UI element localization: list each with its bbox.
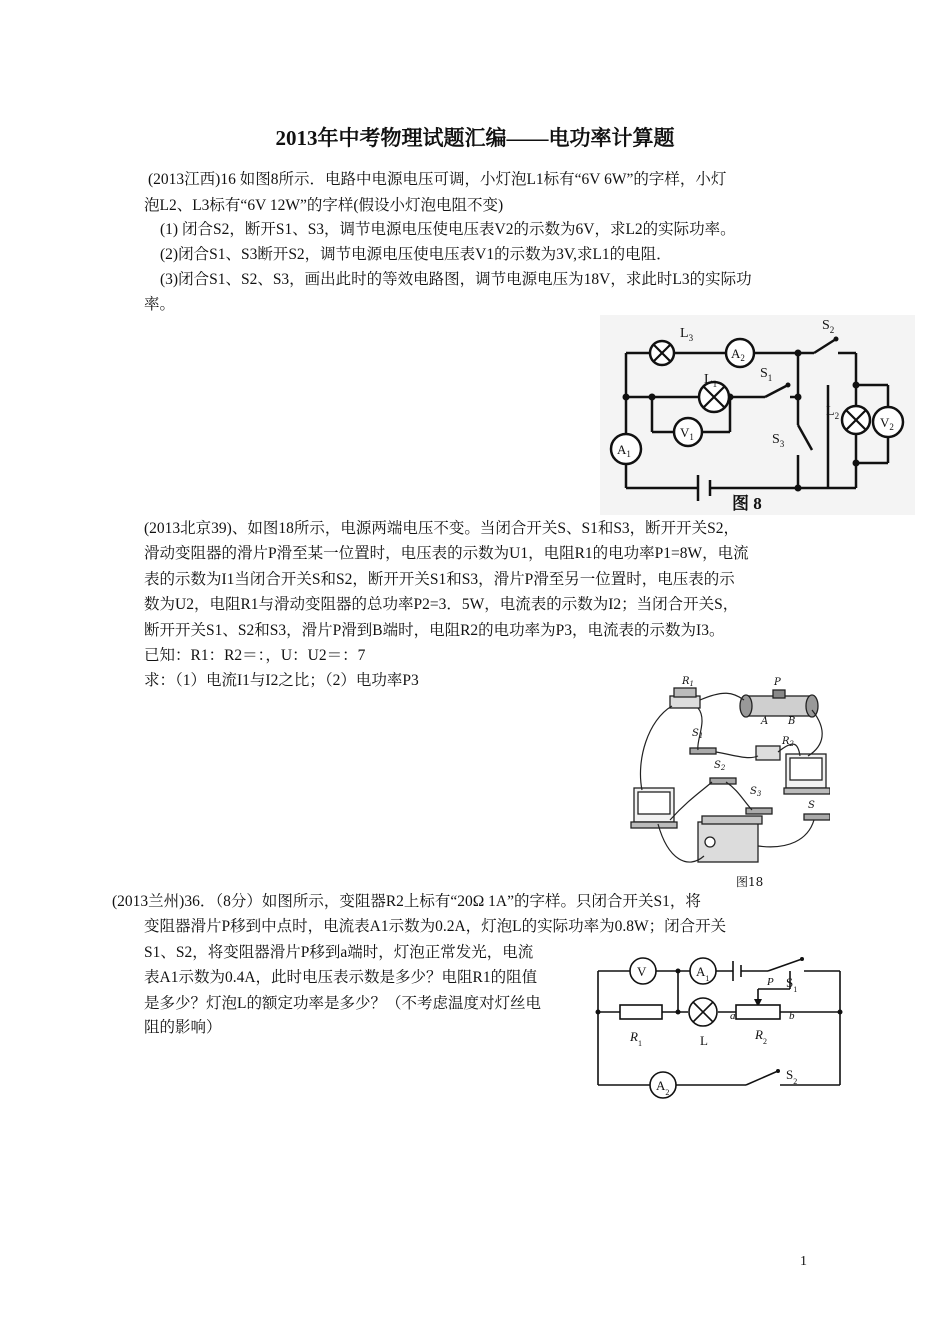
circuit-lanzhou	[590, 955, 850, 1113]
q2-line-1: (2013北京39)、如图18所示，电源两端电压不变。当闭合开关S、S1和S3，断开开关S2，	[144, 520, 740, 537]
q1-line-6: 率。	[144, 296, 176, 313]
svg-text:L1: $L_1$	[704, 372, 718, 389]
svg-text:A1: $A_1$	[617, 442, 631, 459]
svg-text:V: V	[637, 964, 647, 979]
svg-text:L2: $L_2$	[826, 404, 840, 421]
q3-line-6: 阻的影响）	[144, 1019, 222, 1036]
q3-line-3: S1、S2，将变阻器滑片P移到a端时，灯泡正常发光，电流	[144, 944, 534, 961]
q3-line-5: 是多少？灯泡L的额定功率是多少？（不考虑温度对灯丝电	[144, 995, 541, 1012]
q2-line-6: 已知：R1：R2＝：，U：U2＝：7	[144, 647, 366, 664]
svg-text:R1: $R_1$	[682, 676, 694, 688]
apparatus-figure-18	[628, 670, 830, 892]
figure-18-caption: 图18	[736, 875, 764, 889]
q1-line-4: (2)闭合S1、S3断开S2，调节电源电压使电压表V1的示数为3V,求L1的电阻．	[160, 246, 672, 263]
svg-text:a: a	[730, 1010, 736, 1022]
q2-line-4: 数为U2，电阻R1与滑动变阻器的总功率P2=3．5W，电流表的示数为I2；当闭合开关S，	[144, 596, 739, 613]
page-title: 2013年中考物理试题汇编——电功率计算题	[275, 126, 675, 150]
q1-line-5: (3)闭合S1、S2、S3，画出此时的等效电路图，调节电源电压为18V，求此时L3的实际功	[160, 271, 752, 288]
page-number: 1	[800, 1254, 807, 1269]
svg-text:b: b	[789, 1010, 795, 1022]
q2-line-2: 滑动变阻器的滑片P滑至某一位置时，电压表的示数为U1，电阻R1的电功率P1=8W，电流	[144, 545, 749, 562]
svg-text:A2: $A_2$	[731, 346, 745, 363]
svg-text:S2: $S_2$	[822, 318, 835, 335]
svg-text:S2: $S_2$	[714, 760, 726, 772]
q2-line-3: 表的示数为I1当闭合开关S和S2，断开开关S1和S3，滑片P滑至另一位置时，电压表的示	[144, 571, 735, 588]
q1-line-3: (1) 闭合S2，断开S1、S3，调节电源电压使电压表V2的示数为6V，求L2的实际功率。	[160, 221, 736, 238]
svg-text:V2: $V_2$	[880, 415, 894, 432]
q3-line-2: 变阻器滑片P移到中点时，电流表A1示数为0.2A，灯泡L的实际功率为0.8W；闭合开关	[144, 918, 727, 935]
q3-line-4: 表A1示数为0.4A，此时电压表示数是多少？电阻R1的阻值	[144, 969, 538, 986]
svg-text:A: A	[761, 716, 769, 727]
svg-text:S: S	[808, 800, 815, 811]
svg-text:L: L	[700, 1033, 708, 1048]
svg-text:S3: $S_3$	[772, 432, 785, 449]
svg-text:S1: $S_1$	[692, 728, 704, 740]
svg-text:R2: $R_2$	[755, 1027, 767, 1046]
svg-text:S3: $S_3$	[750, 786, 762, 798]
svg-text:A2: $A_2$	[656, 1078, 670, 1097]
svg-text:A1: $A_1$	[696, 964, 710, 983]
q1-line-1: (2013江西)16 如图8所示．电路中电源电压可调，小灯泡L1标有“6V 6W”的字样，小灯	[148, 171, 727, 188]
label-L3: $L_3$	[680, 326, 694, 343]
svg-text:S2: $S_2$	[786, 1067, 798, 1086]
svg-text:V1: $V_1$	[680, 425, 694, 442]
figure-8-caption: 图 8	[732, 494, 762, 513]
svg-text:S1: $S_1$	[760, 366, 773, 383]
circuit-figure-8	[600, 315, 915, 515]
svg-text:R1: $R_1$	[630, 1029, 642, 1048]
svg-text:S1: $S_1$	[786, 975, 798, 994]
svg-text:P: P	[774, 677, 781, 688]
q3-line-1: (2013兰州)36．（8分）如图所示，变阻器R2上标有“20Ω 1A”的字样。只闭合开关S1，将	[112, 893, 701, 910]
svg-text:P: P	[767, 976, 774, 988]
q1-line-2: 泡L2、L3标有“6V 12W”的字样(假设小灯泡电阻不变)	[144, 197, 504, 214]
svg-text:B: B	[788, 716, 796, 727]
q2-line-5: 断开开关S1、S2和S3，滑片P滑到B端时，电阻R2的电功率为P3，电流表的示数为I3。	[144, 622, 725, 639]
q2-line-7: 求：（1）电流I1与I2之比；（2）电功率P3	[144, 672, 419, 689]
svg-text:R2: $R_2$	[782, 736, 794, 748]
